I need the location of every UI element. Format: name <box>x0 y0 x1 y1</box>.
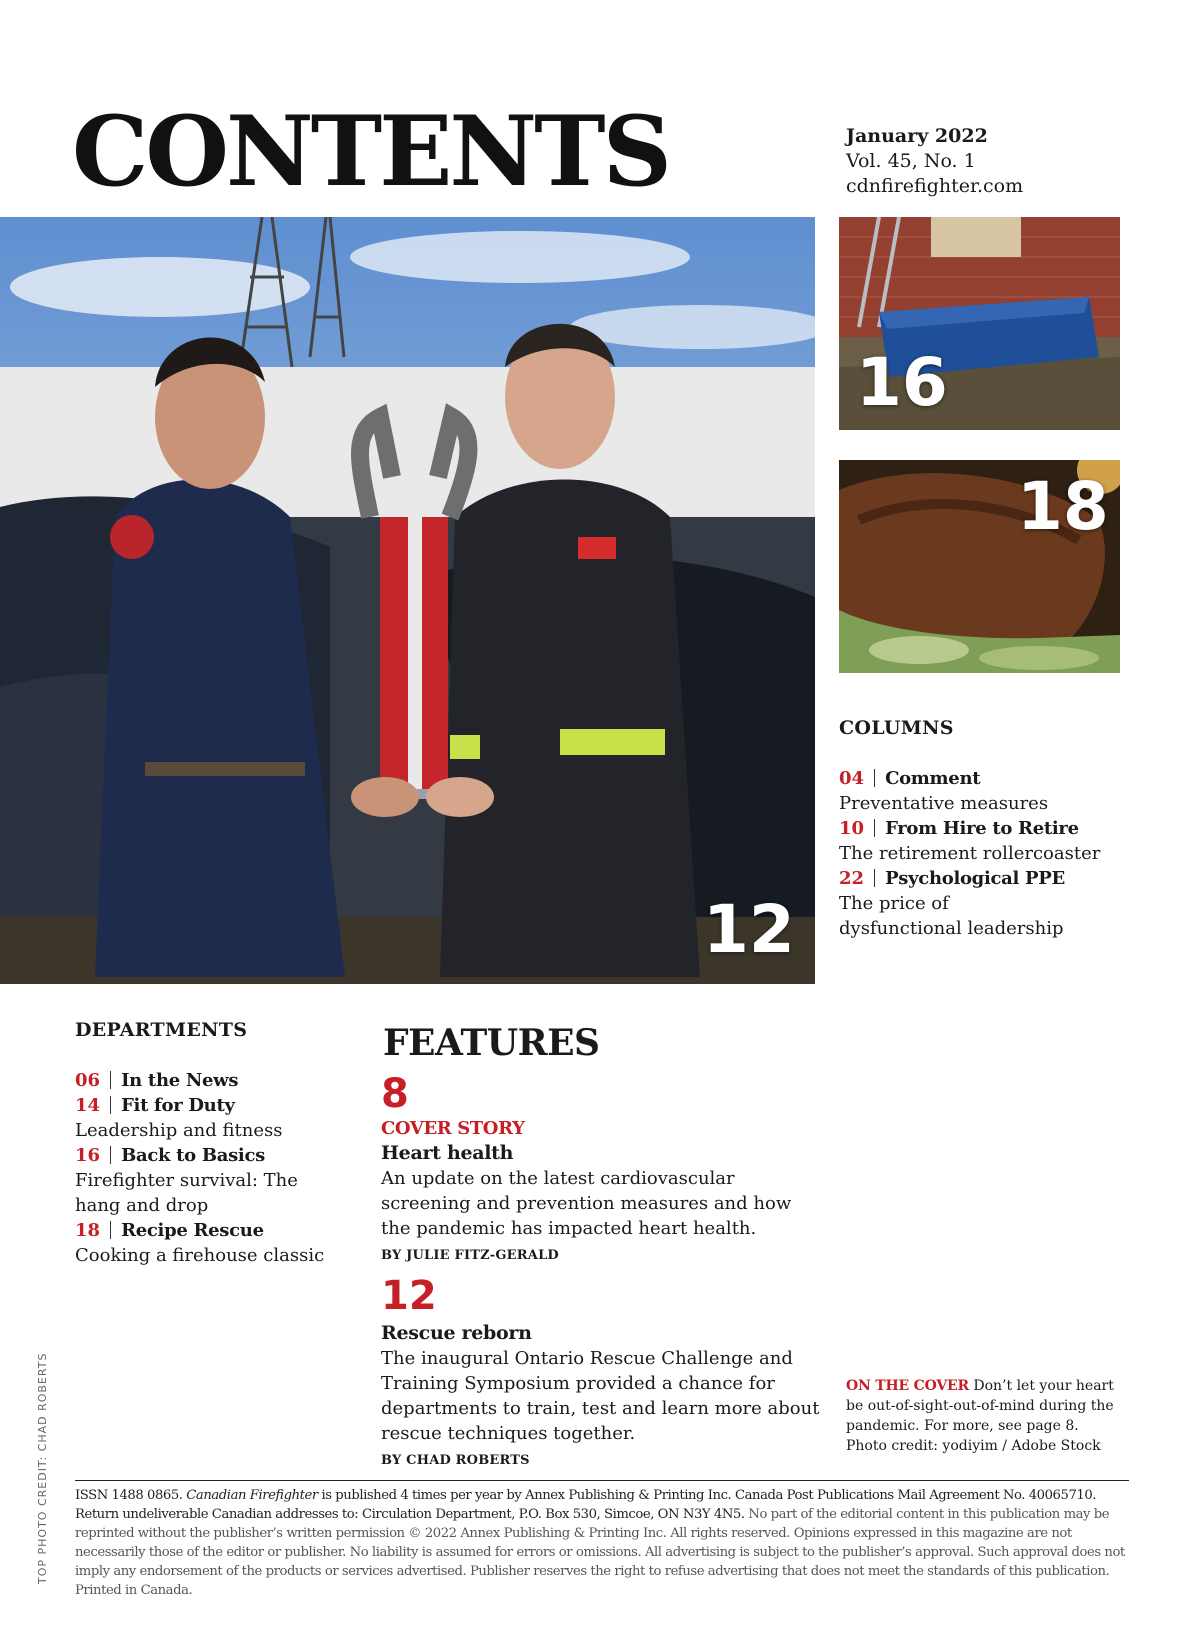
feature-page-number: 12 <box>381 1273 437 1319</box>
main-photo-page-number[interactable]: 12 <box>703 891 795 968</box>
cover-story-label: COVER STORY <box>381 1118 525 1139</box>
item-name: Back to Basics <box>121 1145 265 1166</box>
main-photo <box>0 217 815 984</box>
item-description: Leadership and fitness <box>75 1120 283 1141</box>
feature-page-number: 8 <box>381 1071 409 1117</box>
item-description: Cooking a firehouse classic <box>75 1245 325 1266</box>
columns-item-comment[interactable] <box>839 766 1129 791</box>
feature-byline: BY CHAD ROBERTS <box>381 1453 530 1468</box>
item-description: The retirement rollercoaster <box>839 843 1101 864</box>
publication-statement: is published 4 times per year by Annex Publishing & Printing Inc. Canada Post Publications Mail Agreement No. 40065710. <box>317 1488 1097 1503</box>
page-number: 10 <box>839 818 865 839</box>
page-number: 22 <box>839 868 865 889</box>
page-number: 18 <box>75 1220 101 1241</box>
departments-item-in-the-news[interactable] <box>75 1068 335 1093</box>
cover-note-label: ON THE COVER <box>846 1378 969 1394</box>
item-description: Preventative measures <box>839 793 1049 814</box>
disclaimer: No part of the editorial content in this publication may be reprinted without the publisher’s written permission © 2022 Annex Publishing & Printing Inc. All rights reserved. Opinions expressed in this magazine are not necessarily those of the editor or publisher. No liability is assumed for errors or omissions. All advertising is subject to the publisher’s approval. Such approval does not imply any endorsement of the products or services advertised. Publisher reserves the right to refuse advertising that does not meet the standards of this publication. Printed in Canada. <box>75 1507 1125 1598</box>
feature-title: Heart health <box>381 1142 514 1164</box>
feature-heart-health[interactable] <box>381 1072 821 1268</box>
issn: ISSN 1488 0865. <box>75 1488 183 1503</box>
item-name: From Hire to Retire <box>885 818 1079 839</box>
footer-divider <box>75 1480 1129 1481</box>
columns-item-psychological-ppe[interactable] <box>839 866 1129 891</box>
divider <box>874 819 875 837</box>
columns-item-hire-to-retire[interactable] <box>839 816 1129 841</box>
item-description: Firefighter survival: The hang and drop <box>75 1170 298 1216</box>
divider <box>110 1096 111 1114</box>
feature-byline: BY JULIE FITZ-GERALD <box>381 1248 559 1263</box>
departments-item-recipe-rescue[interactable] <box>75 1218 335 1243</box>
item-name: Comment <box>885 768 981 789</box>
columns-heading: COLUMNS <box>839 717 954 739</box>
cover-note-text: Don’t let your heart be out-of-sight-out-of-mind during the pandemic. For more, see page 8. Photo credit: yodiyim / Adobe Stock <box>846 1378 1114 1454</box>
cover-note <box>846 1376 1116 1456</box>
issue-month: January 2022 <box>846 125 988 147</box>
divider <box>110 1221 111 1239</box>
item-name: In the News <box>121 1070 239 1091</box>
page-number: 14 <box>75 1095 101 1116</box>
item-name: Recipe Rescue <box>121 1220 264 1241</box>
thumb-photo-jump-mat <box>839 217 1120 430</box>
departments-heading: DEPARTMENTS <box>75 1019 248 1041</box>
item-description: The price of dysfunctional leadership <box>839 893 1064 939</box>
feature-description: The inaugural Ontario Rescue Challenge and Training Symposium provided a chance for departments to train, test and learn more about rescue techniques together. <box>381 1348 820 1444</box>
publication-name: Canadian Firefighter <box>186 1488 318 1503</box>
divider <box>110 1071 111 1089</box>
departments-item-fit-for-duty[interactable] <box>75 1093 335 1118</box>
return-address: Return undeliverable Canadian addresses to: Circulation Department, P.O. Box 530, Simcoe, ON N3Y 4N5. <box>75 1507 745 1522</box>
photo-credit: TOP PHOTO CREDIT: CHAD ROBERTS <box>36 1352 49 1584</box>
feature-description: An update on the latest cardiovascular screening and prevention measures and how the pandemic has impacted heart health. <box>381 1168 792 1239</box>
divider <box>874 869 875 887</box>
page-number: 06 <box>75 1070 101 1091</box>
legal-footer <box>75 1486 1129 1600</box>
issue-info <box>846 124 1023 199</box>
features-heading: FEATURES <box>383 1022 600 1064</box>
columns-list <box>839 766 1129 941</box>
thumb-top-page-number[interactable]: 16 <box>856 344 948 421</box>
divider <box>110 1146 111 1164</box>
thumb-photo-steak <box>839 460 1120 673</box>
page-number: 16 <box>75 1145 101 1166</box>
thumb-bottom-page-number[interactable]: 18 <box>1017 468 1109 545</box>
issue-volume: Vol. 45, No. 1 <box>846 150 976 172</box>
page-title: CONTENTS <box>72 95 669 208</box>
website-link[interactable]: cdnfirefighter.com <box>846 175 1024 197</box>
feature-rescue-reborn[interactable] <box>381 1274 826 1473</box>
divider <box>874 769 875 787</box>
item-name: Psychological PPE <box>885 868 1065 889</box>
feature-title: Rescue reborn <box>381 1322 532 1344</box>
departments-list <box>75 1068 335 1268</box>
item-name: Fit for Duty <box>121 1095 235 1116</box>
departments-item-back-to-basics[interactable] <box>75 1143 335 1168</box>
page-number: 04 <box>839 768 865 789</box>
